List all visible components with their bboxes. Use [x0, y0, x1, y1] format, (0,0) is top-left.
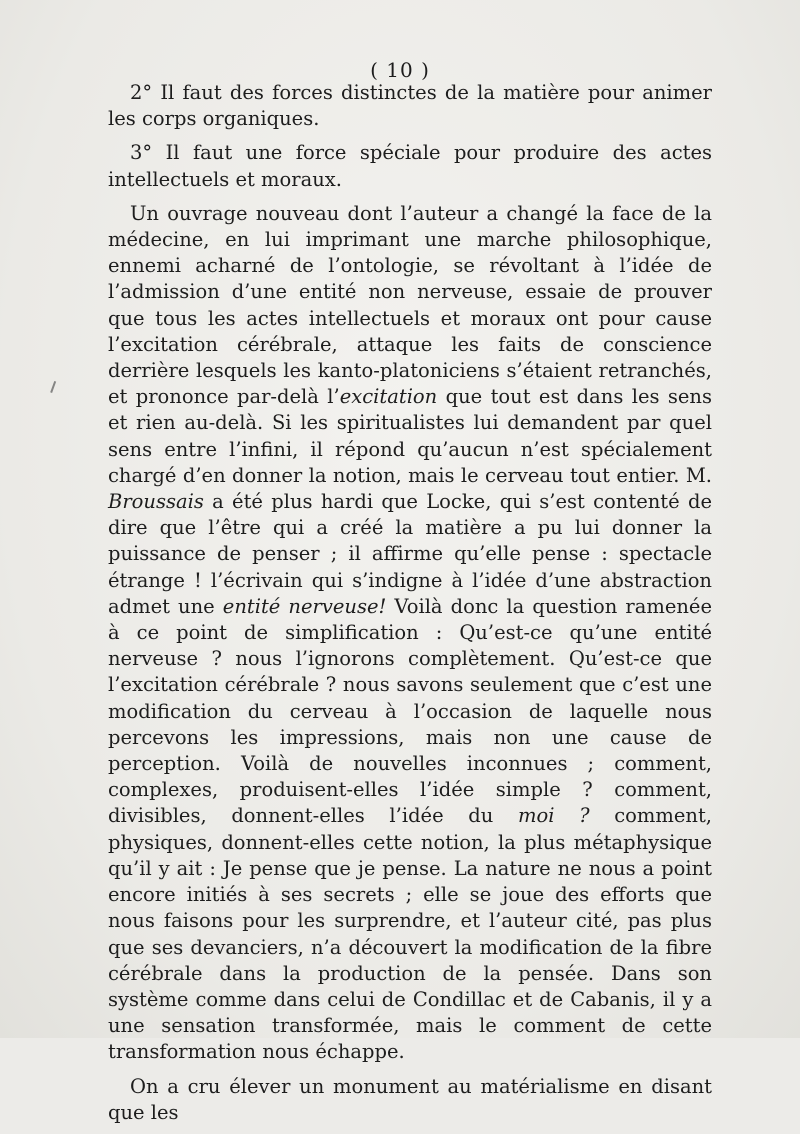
- text-run: 2° Il faut des forces distinctes de la matière pour animer les corps organiques.: [108, 81, 712, 131]
- text-run: 3° Il faut une force spéciale pour produire des actes intellectuels et moraux.: [108, 141, 712, 191]
- text-run: On a cru élever un monument au matérialisme en disant que les: [108, 1074, 712, 1124]
- body-text: [108, 80, 712, 1134]
- paragraph: [108, 80, 712, 132]
- paragraph: [108, 1074, 712, 1126]
- italic-text: entité nerveuse!: [222, 594, 387, 618]
- page-number: ( 10 ): [370, 58, 430, 82]
- italic-text: excitation: [339, 385, 438, 409]
- paragraph: [108, 201, 712, 1066]
- text-run: a été plus hardi que Locke, qui s’est contenté de dire que l’être qui a créé la matière a pu lui donner la puissance de penser ; il affirme qu’elle pense : spectacle étrange ! l’écrivain qui s’indigne à l’idée d’une abstraction admet une: [108, 490, 712, 618]
- italic-text: Broussais: [108, 490, 204, 514]
- text-run: Voilà donc la question ramenée à ce point de simplification : Qu’est-ce qu’une entité nerveuse ? nous l’ignorons complètement. Qu’est-ce que l’excitation cérébrale ? nous savons seulement que c’est une modification du cerveau à l’occasion de laquelle nous percevons les impressions, mais non une cause de perception. Voilà de nouvelles inconnues ; comment, complexes, produisent-elles l’idée simple ? comment, divisibles, donnent-elles l’idée du: [108, 594, 713, 828]
- text-run: Un ouvrage nouveau dont l’auteur a changé la face de la médecine, en lui imprimant une marche philosophique, ennemi acharné de l’ontologie, se révoltant à l’idée de l’admission d’une entité non nerveuse, essaie de prouver que tous les actes intellectuels et moraux ont pour cause l’excitation cérébrale, attaque les faits de conscience derrière lesquels les kanto-platoniciens s’étaient retranchés, et prononce par-delà l’: [108, 201, 712, 409]
- margin-mark: [50, 381, 62, 395]
- italic-text: moi ?: [517, 804, 590, 828]
- text-run: comment, physiques, donnent-elles cette notion, la plus métaphysique qu’il y ait : Je pense que je pense. La nature ne nous a point encore initiés à ses secrets ; elle se joue des efforts que nous faisons pour les surprendre, et l’auteur cité, pas plus que ses devanciers, n’a découvert la modification de la fibre cérébrale dans la production de la pensée. Dans son système comme dans celui de Condillac et de Cabanis, il y a une sensation transformée, mais le comment de cette transformation nous échappe.: [108, 804, 712, 1064]
- text-run: que tout est dans les sens et rien au-delà. Si les spiritualistes lui demandent par quel sens entre l’infini, il répond qu’aucun n’est spécialement chargé d’en donner la notion, mais le cerveau tout entier. M.: [108, 385, 712, 487]
- paragraph: [108, 140, 712, 192]
